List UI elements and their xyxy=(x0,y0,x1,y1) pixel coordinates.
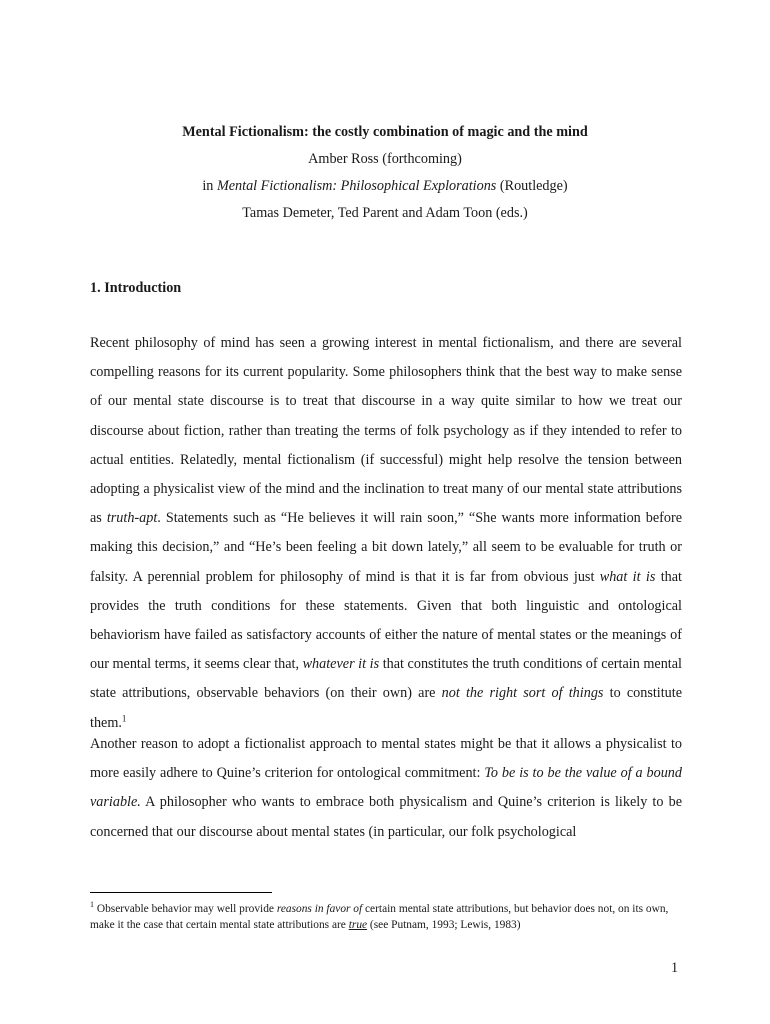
footnote-ref-1[interactable]: 1 xyxy=(121,712,127,723)
footnote-1 xyxy=(90,902,682,933)
fn-text-2: certain mental state attributions, but behavior does not, on its own, make it the case that certain mental state attributions are xyxy=(90,903,669,931)
paper-title: Mental Fictionalism: the costly combination of magic and the mind xyxy=(182,124,588,140)
title-block xyxy=(0,119,770,227)
paragraph-2 xyxy=(90,730,682,847)
section-heading: 1. Introduction xyxy=(90,280,182,296)
fn-underline-1: true xyxy=(348,918,368,931)
p1-text-4: that constitutes the truth conditions of certain mental state attributions, observable behaviors (on their own) are xyxy=(90,656,682,702)
p2-text-2: A philosopher who wants to embrace both physicalism and Quine’s criterion is likely to be concerned that our discourse about mental states (in particular, our folk psychological xyxy=(90,794,682,840)
p1-text-1: Recent philosophy of mind has seen a growing interest in mental fictionalism, and there are several compelling reasons for its current popularity. Some philosophers think that the best way to make sense of our mental state discourse is to treat that discourse in a way quite similar to how we treat our discourse about fiction, rather than treating the terms of folk psychology as if they intended to refer to actual entities. Relatedly, mental fictionalism (if successful) might help resolve the tension between adopting a physicalist view of the mind and the inclination to treat many of our mental state attributions as xyxy=(90,335,682,527)
venue-title: Mental Fictionalism: Philosophical Explorations xyxy=(216,178,497,194)
p2-italic-1: To be is to be the value of a bound variable. xyxy=(90,765,682,811)
venue-suffix: (Routledge) xyxy=(496,178,568,194)
venue-prefix: in xyxy=(202,178,217,194)
p1-italic-1: truth-apt xyxy=(106,510,158,527)
p1-text-2: . Statements such as “He believes it will rain soon,” “She wants more information before making this decision,” and “He’s been feeling a bit down lately,” all seem to be evaluable for truth or falsity. A perennial problem for philosophy of mind is that it is far from obvious just xyxy=(90,510,682,585)
author-line: Amber Ross (forthcoming) xyxy=(308,151,462,167)
page-number: 1 xyxy=(671,960,679,976)
footnote-number: 1 xyxy=(90,900,94,910)
fn-text-3: (see Putnam, 1993; Lewis, 1983) xyxy=(367,918,521,931)
footnote-separator xyxy=(90,892,272,893)
p1-italic-3: whatever it is xyxy=(302,656,380,673)
p1-text-3: that provides the truth conditions for these statements. Given that both linguistic and ontological behaviorism have failed as satisfactory accounts of either the nature of mental states or the meanings of our mental terms, it seems clear that, xyxy=(90,568,682,673)
venue-line xyxy=(0,173,770,200)
p2-text-1: Another reason to adopt a fictionalist approach to mental states might be that it allows a physicalist to more easily adhere to Quine’s criterion for ontological commitment: xyxy=(90,736,682,782)
fn-italic-1: reasons in favor of xyxy=(276,903,363,915)
editors-line: Tamas Demeter, Ted Parent and Adam Toon (eds.) xyxy=(242,205,528,221)
p1-italic-2: what it is xyxy=(599,568,656,585)
paragraph-1 xyxy=(90,329,682,738)
p1-text-5: to constitute them. xyxy=(90,685,683,731)
p1-italic-4: not the right sort of things xyxy=(441,685,604,702)
fn-text-1: Observable behavior may well provide xyxy=(94,903,277,915)
